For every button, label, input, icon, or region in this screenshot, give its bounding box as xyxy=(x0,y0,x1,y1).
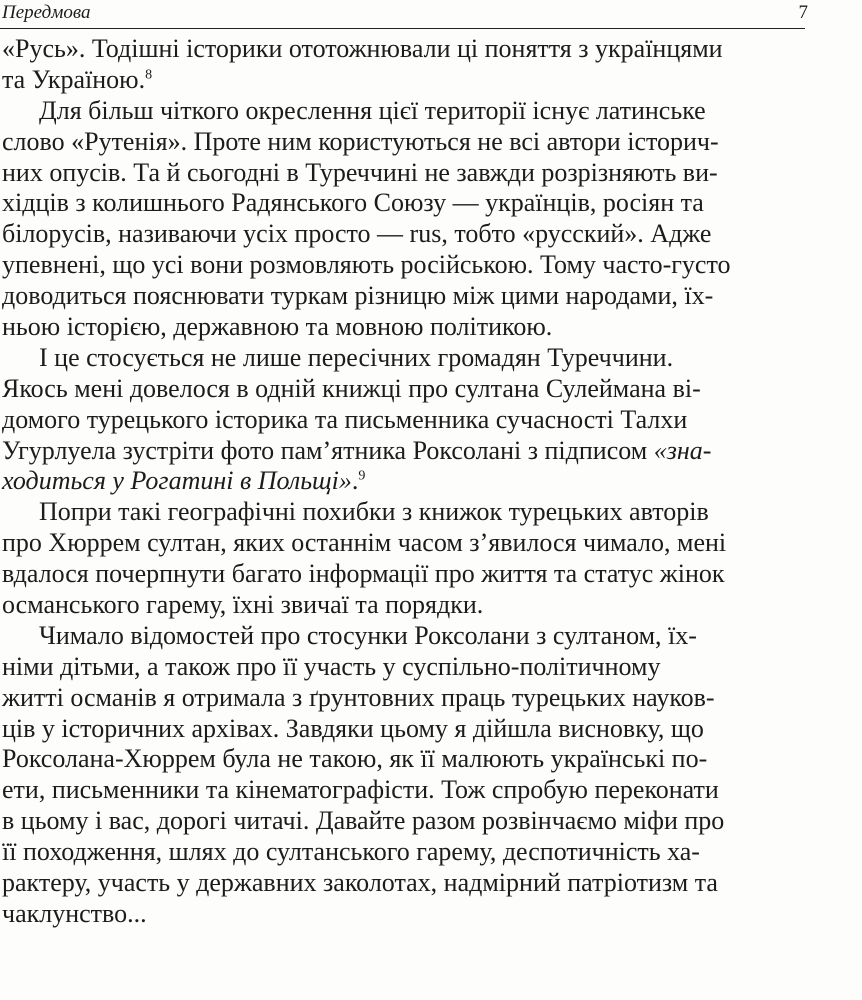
text-line xyxy=(2,127,862,158)
line-text: ети, письменники та кінематографісти. Тож спробую переконати xyxy=(2,775,719,805)
line-text: хідців з колишнього Радянського Союзу — українців, росіян та xyxy=(2,188,704,218)
text-line xyxy=(2,744,862,775)
line-text: білорусів, називаючи усіх просто — rus, тобто «русский». Адже xyxy=(2,219,712,249)
running-header-title: Передмова xyxy=(2,2,91,23)
line-text: ців у історичних архівах. Завдяки цьому я дійшла висновку, що xyxy=(2,713,704,743)
text-line xyxy=(2,312,862,343)
body-text xyxy=(2,34,862,930)
text-line xyxy=(2,806,862,837)
text-line xyxy=(2,559,862,590)
text-line xyxy=(2,405,862,436)
line-text: житті османів я отримала з ґрунтовних праць турецьких науков- xyxy=(2,682,715,712)
line-text: упевнені, що усі вони розмовляють російською. Тому часто-густо xyxy=(2,250,731,280)
line-text: Роксолана-Хюррем була не такою, як її малюють українські по- xyxy=(2,744,708,774)
line-text: ньою історією, державною та мовною політикою. xyxy=(2,312,553,342)
line-text: Угурлуела зустріти фото пам’ятника Роксолані з підписом xyxy=(2,435,654,465)
text-line xyxy=(2,436,862,467)
text-line xyxy=(2,528,862,559)
line-text: «Русь». Тодішні історики ототожнювали ці поняття з українцями xyxy=(2,34,723,63)
text-line xyxy=(2,621,862,652)
line-text: в цьому і вас, дорогі читачі. Давайте разом розвінчаємо міфи про xyxy=(2,806,725,836)
line-text: османського гарему, їхні звичаї та порядки. xyxy=(2,590,484,620)
line-text: Для більш чіткого окреслення цієї території існує латинське xyxy=(39,95,706,125)
line-text: та Україною. xyxy=(2,64,146,94)
line-text: домого турецького історика та письменника сучасності Талхи xyxy=(2,404,688,434)
text-line xyxy=(2,899,862,930)
text-line xyxy=(2,219,862,250)
line-text: рактеру, участь у державних заколотах, надмірний патріотизм та xyxy=(2,868,718,898)
page-number: 7 xyxy=(798,2,808,23)
text-line xyxy=(2,188,862,219)
line-text: про Хюррем султан, яких останнім часом з’явилося чимало, мені xyxy=(2,528,727,558)
text-line xyxy=(2,343,862,374)
running-header xyxy=(0,0,808,29)
text-line xyxy=(2,837,862,868)
line-text: вдалося почерпнути багато інформації про життя та статус жінок xyxy=(2,559,725,589)
text-line xyxy=(2,374,862,405)
line-text: німи дітьми, а також про її участь у суспільно-політичному xyxy=(2,651,661,681)
text-line xyxy=(2,497,862,528)
text-line xyxy=(2,775,862,806)
text-line xyxy=(2,683,862,714)
text-line xyxy=(2,281,862,312)
footnote-ref: 9 xyxy=(358,468,366,484)
text-line xyxy=(2,158,862,189)
line-text: Якось мені довелося в одній книжці про султана Сулеймана ві- xyxy=(2,373,701,403)
line-text: чаклунство... xyxy=(2,898,147,928)
text-line xyxy=(2,65,862,96)
text-line xyxy=(2,652,862,683)
text-line xyxy=(2,34,862,65)
text-line xyxy=(2,868,862,899)
line-text: І це стосується не лише пересічних громадян Туреччини. xyxy=(39,342,674,372)
text-line: ходиться у Рогатині в Польщі».$^9$ xyxy=(2,466,366,496)
text-line xyxy=(2,250,862,281)
italic-quote: «зна- xyxy=(653,435,712,465)
line-text: доводиться пояснювати туркам різницю між цими народами, їх- xyxy=(2,281,714,311)
text-line xyxy=(2,96,862,127)
line-text: слово «Рутенія». Проте ним користуються не всі автори історич- xyxy=(2,126,719,156)
line-text: її походження, шлях до султанського гарему, деспотичність ха- xyxy=(2,837,700,867)
footnote-ref: 8 xyxy=(145,67,153,83)
text-line xyxy=(2,714,862,745)
text-line xyxy=(2,590,862,621)
line-text: Попри такі географічні похибки з книжок турецьких авторів xyxy=(39,497,709,527)
line-text: них опусів. Та й сьогодні в Туреччині не завжди розрізняють ви- xyxy=(2,157,718,187)
italic-quote: ходиться у Рогатині в Польщі» xyxy=(2,466,352,496)
line-text: Чимало відомостей про стосунки Роксолани з султаном, їх- xyxy=(39,620,697,650)
